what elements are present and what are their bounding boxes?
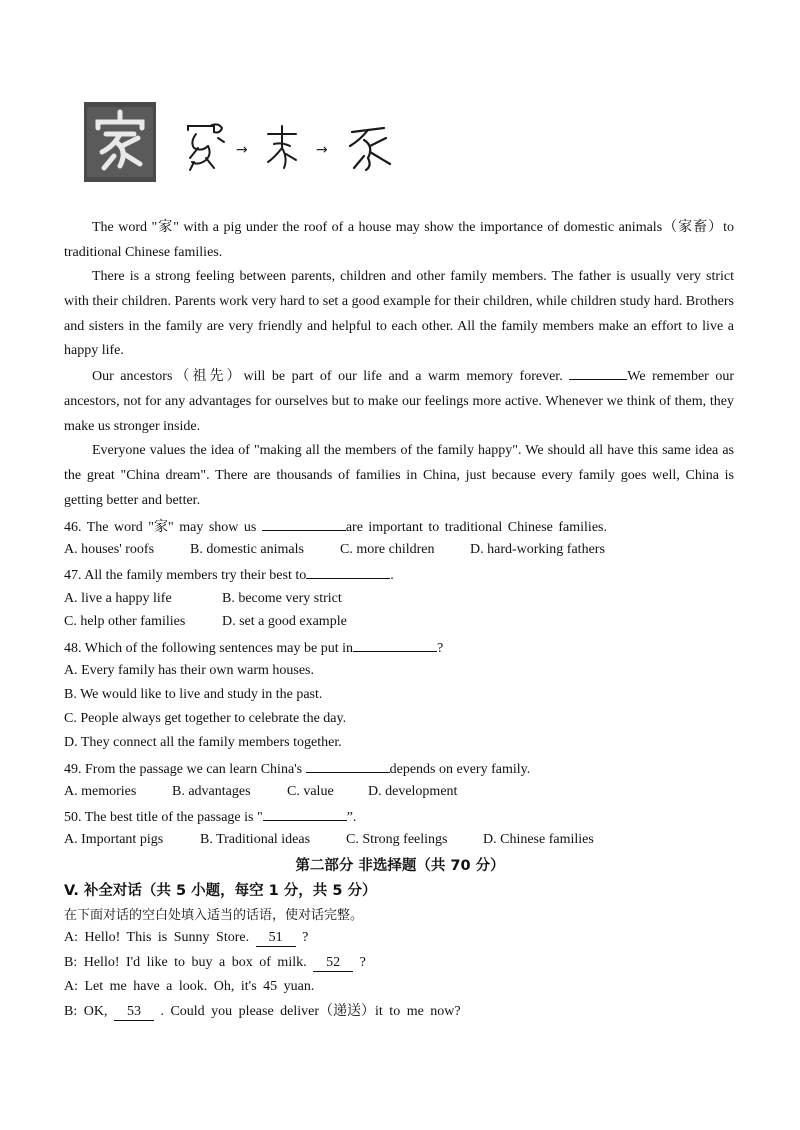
seal-script-character-image [84,102,156,182]
question-50-option-a[interactable]: A. Important pigs [64,832,164,847]
question-49-stem: 49. From the passage we can learn China's depends on every family. [64,758,530,780]
answer-blank-51[interactable]: 51 [256,930,296,947]
answer-blank [306,758,390,773]
answer-blank [353,637,437,652]
question-46-option-c[interactable]: C. more children [340,542,435,557]
question-47-stem: 47. All the family members try their best to . [64,564,394,586]
passage-paragraph-3: Our ancestors（祖先）will be part of our life and a warm memory forever. We remember our ancestors, not for any advantages for ourselves but to make our feelings more active. Whenever we think of them, they make us stronger inside. [64,365,734,439]
question-49-option-c[interactable]: C. value [287,784,334,799]
character-evolution-illustration [84,98,414,188]
section-v-heading: V. 补全对话（共 5 小题，每空 1 分，共 5 分） [64,883,377,899]
question-50-option-c[interactable]: C. Strong feelings [346,832,448,847]
passage-paragraph-2: There is a strong feeling between parents, children and other family members. The father is usually very strict with their children. Parents work very hard to set a good example for their children, while children study hard. Brothers and sisters in the family are very friendly and helpful to each other. All the family members make an effort to live a happy life. [64,269,734,359]
dialog-line-3: A: Let me have a look. Oh, it's 45 yuan. [64,979,315,994]
question-49-option-d[interactable]: D. development [368,784,458,799]
question-48-option-a[interactable]: A. Every family has their own warm houses. [64,663,314,678]
question-49-option-a[interactable]: A. memories [64,784,137,799]
question-48-option-d[interactable]: D. They connect all the family members together. [64,735,342,750]
question-46-option-a[interactable]: A. houses' roofs [64,542,155,557]
question-46-option-d[interactable]: D. hard-working fathers [470,542,605,557]
answer-blank-53[interactable]: 53 [114,1004,154,1021]
question-47-option-b[interactable]: B. become very strict [222,591,342,606]
question-47-option-d[interactable]: D. set a good example [222,614,347,629]
arrow-right-icon: → [236,142,248,158]
arrow-right-icon: → [316,142,328,158]
question-50-stem: 50. The best title of the passage is " ”. [64,806,356,828]
question-46-stem: 46. The word "家" may show us are important to traditional Chinese families. [64,516,607,538]
dialog-line-4: B: OK, 53 . Could you please deliver（递送）it to me now? [64,1004,461,1019]
modern-character-drawing [342,118,402,174]
question-49-option-b[interactable]: B. advantages [172,784,251,799]
answer-blank-52[interactable]: 52 [313,955,353,972]
oracle-bone-pig-drawing [184,118,228,174]
dialog-line-2: B: Hello! I'd like to buy a box of milk. 52 ? [64,955,366,970]
part-two-title: 第二部分 非选择题（共 70 分） [295,858,505,874]
question-48-stem: 48. Which of the following sentences may be put in ? [64,637,443,659]
answer-blank [306,564,390,579]
passage-blank [569,365,627,380]
answer-blank [262,516,346,531]
passage-paragraph-1: The word "家" with a pig under the roof of a house may show the importance of domestic animals（家畜）to traditional Chinese families. [64,220,734,260]
question-48-option-c[interactable]: C. People always get together to celebrate the day. [64,711,347,726]
dialog-line-1: A: Hello! This is Sunny Store. 51 ? [64,930,309,945]
bronze-script-pig-drawing [262,118,306,174]
question-47-option-c[interactable]: C. help other families [64,614,186,629]
question-50-option-d[interactable]: D. Chinese families [483,832,594,847]
question-50-option-b[interactable]: B. Traditional ideas [200,832,311,847]
passage-paragraph-4: Everyone values the idea of "making all the members of the family happy". We should all have this same idea as the great "China dream". There are thousands of families in China, just because every family goes well, China is getting better and better. [64,443,734,508]
question-46-option-b[interactable]: B. domestic animals [190,542,304,557]
answer-blank [263,806,347,821]
dialog-instruction: 在下面对话的空白处填入适当的话语，使对话完整。 [64,908,364,923]
question-47-option-a[interactable]: A. live a happy life [64,591,172,606]
question-48-option-b[interactable]: B. We would like to live and study in the past. [64,687,323,702]
